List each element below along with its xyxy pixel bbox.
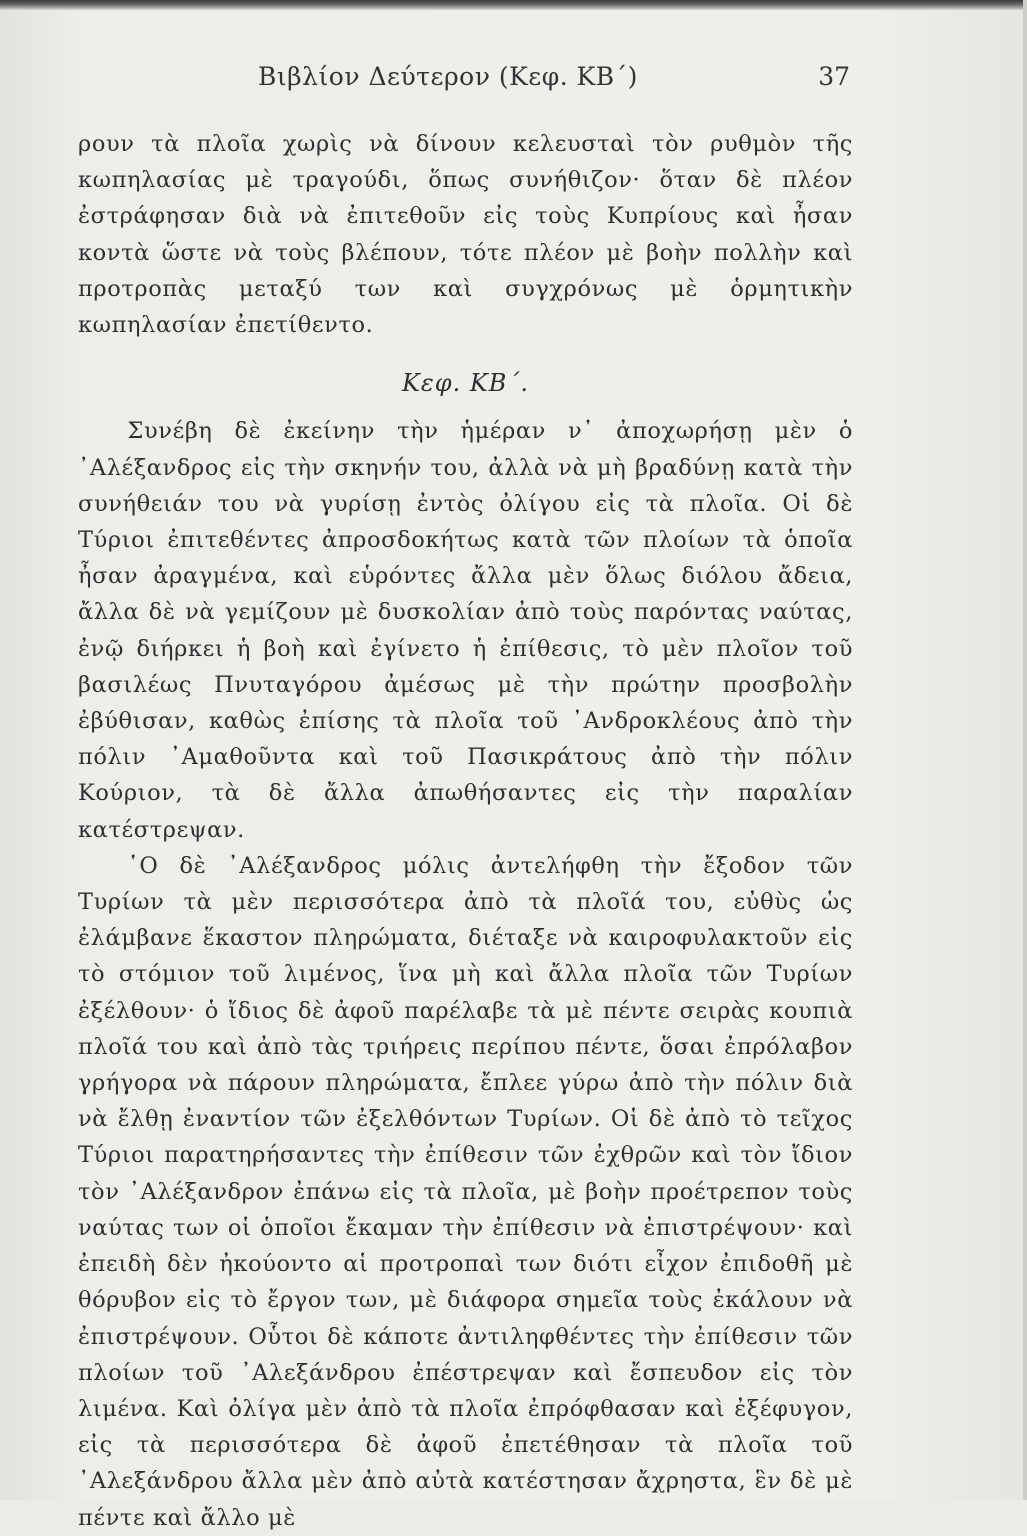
paragraph: ῾Ο δὲ ᾽Αλέξανδρος μόλις ἀντελήφθη τὴν ἔξοδον τῶν Τυρίων τὰ μὲν περισσότερα ἀπὸ τὰ πλοῖά του, εὐθὺς ὡς ἐλάμβανε ἕκαστον πληρώματα, διέταξε νὰ καιροφυλακτοῦν εἰς τὸ στόμιον τοῦ λιμένος, ἵνα μὴ καὶ ἄλλα πλοῖα τῶν Τυρίων ἐξέλθουν· ὁ ἴδιος δὲ ἀφοῦ παρέλαβε τὰ μὲ πέντε σειρὰς κουπιὰ πλοῖά του καὶ ἀπὸ τὰς τριήρεις περίπου πέντε, ὅσαι ἐπρόλαβον γρήγορα νὰ πάρουν πληρώματα, ἔπλεε γύρω ἀπὸ τὴν πόλιν διὰ νὰ ἔλθῃ ἐναντίον τῶν ἐξελθόντων Τυρίων. Οἱ δὲ ἀπὸ τὸ τεῖχος Τύριοι παρατηρήσαντες τὴν ἐπίθεσιν τῶν ἐχθρῶν καὶ τὸν ἴδιον τὸν ᾽Αλέξανδρον ἐπάνω εἰς τὰ πλοῖα, μὲ βοὴν προέτρεπον τοὺς ναύτας των οἱ ὁποῖοι ἔκαμαν τὴν ἐπίθεσιν νὰ ἐπιστρέψουν· καὶ ἐπειδὴ δὲν ἠκούοντο αἱ προτροπαὶ των διότι εἶχον ἐπιδοθῆ μὲ θόρυβον εἰς τὸ ἔργον των, μὲ διάφορα σημεῖα τοὺς ἐκάλουν νὰ ἐπιστρέψουν. Οὗτοι δὲ κάποτε ἀντιληφθέντες τὴν ἐπίθεσιν τῶν πλοίων τοῦ ᾽Αλεξάνδρου ἐπέστρεψαν καὶ ἔσπευδον εἰς τὸν λιμένα. Καὶ ὀλίγα μὲν ἀπὸ τὰ πλοῖα ἐπρόφθασαν καὶ ἐξέφυγον, εἰς τὰ περισσότερα δὲ ἀφοῦ ἐπετέθησαν τὰ πλοῖα τοῦ ᾽Αλεξάνδρου ἄλλα μὲν ἀπὸ αὐτὰ κατέστησαν ἄχρηστα, ἓν δὲ μὲ πέντε καὶ ἄλλο μὲ [78, 852, 853, 1531]
chapter-heading: Κεφ. ΚΒ΄. [401, 369, 530, 398]
scan-right-edge [1023, 0, 1027, 1500]
page-number: 37 [818, 62, 850, 91]
page-header [78, 60, 850, 100]
running-title: Βιβλίον Δεύτερον (Κεφ. ΚΒ΄) [258, 62, 638, 91]
scan-top-edge [0, 0, 1027, 10]
paragraph-continued: ρουν τὰ πλοῖα χωρὶς νὰ δίνουν κελευσταὶ τὸν ρυθμὸν τῆς κωπηλασίας μὲ τραγούδι, ὅπως συνήθιζον· ὅταν δὲ πλέον ἐστράφησαν διὰ νὰ ἐπιτεθοῦν εἰς τοὺς Κυπρίους καὶ ἦσαν κοντὰ ὥστε νὰ τοὺς βλέπουν, τότε πλέον μὲ βοὴν πολλὴν καὶ προτροπὰς μεταξύ των καὶ συγχρόνως μὲ ὁρμητικὴν κωπηλασίαν ἐπετίθεντο. [78, 131, 853, 339]
paragraph: Συνέβη δὲ ἐκείνην τὴν ἡμέραν ν᾽ ἀποχωρήσῃ μὲν ὁ ᾽Αλέξανδρος εἰς τὴν σκηνήν του, ἀλλὰ νὰ μὴ βραδύνῃ κατὰ τὴν συνήθειάν του νὰ γυρίσῃ ἐντὸς ὀλίγου εἰς τὰ πλοῖα. Οἱ δὲ Τύριοι ἐπιτεθέντες ἀπροσδοκήτως κατὰ τῶν πλοίων τὰ ὁποῖα ἦσαν ἀραγμένα, καὶ εὑρόντες ἄλλα μὲν ὅλως διόλου ἄδεια, ἄλλα δὲ νὰ γεμίζουν μὲ δυσκολίαν ἀπὸ τοὺς παρόντας ναύτας, ἐνῷ διήρκει ἡ βοὴ καὶ ἐγίνετο ἡ ἐπίθεσις, τὸ μὲν πλοῖον τοῦ βασιλέως Πνυταγόρου ἀμέσως μὲ τὴν πρώτην προσβολὴν ἐβύθισαν, καθὼς ἐπίσης τὰ πλοῖα τοῦ ᾽Ανδροκλέους ἀπὸ τὴν πόλιν ᾽Αμαθοῦντα καὶ τοῦ Πασικράτους ἀπὸ τὴν πόλιν Κούριον, τὰ δὲ ἄλλα ἀπωθήσαντες εἰς τὴν παραλίαν κατέστρεψαν. [78, 418, 853, 843]
body-text [78, 126, 853, 1536]
